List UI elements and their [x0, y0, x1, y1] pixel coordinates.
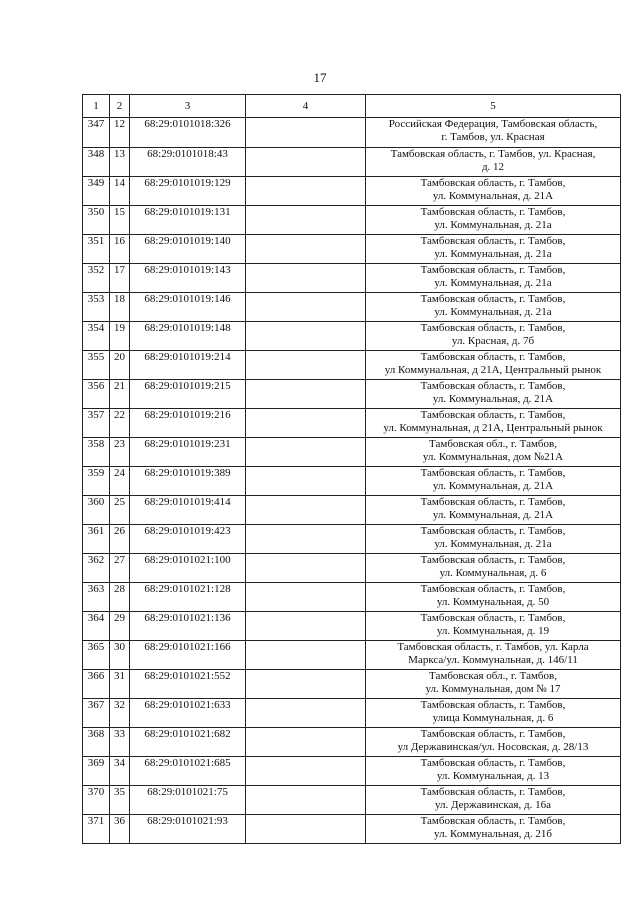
address-line-1: Тамбовская область, г. Тамбов,: [420, 496, 566, 508]
table-row: [83, 815, 621, 844]
address-cell: [366, 757, 621, 786]
row-number: 354: [83, 322, 110, 351]
table-row: [83, 757, 621, 786]
address-line-1: Тамбовская область, г. Тамбов, ул. Красная,: [390, 148, 596, 160]
address-line-1: Тамбовская область, г. Тамбов,: [420, 409, 566, 421]
address-cell: [366, 148, 621, 177]
column-4-cell: [246, 496, 366, 525]
address-line-1: Тамбовская область, г. Тамбов,: [420, 612, 566, 624]
row-number: 355: [83, 351, 110, 380]
row-number: 349: [83, 177, 110, 206]
address-cell: [366, 525, 621, 554]
row-index: 24: [110, 467, 130, 496]
table-row: [83, 293, 621, 322]
column-4-cell: [246, 699, 366, 728]
cadastral-number: 68:29:0101021:75: [130, 786, 246, 815]
row-number: 362: [83, 554, 110, 583]
cadastral-number: 68:29:0101019:216: [130, 409, 246, 438]
address-line-1: Тамбовская область, г. Тамбов,: [420, 786, 566, 798]
address-line-1: Тамбовская область, г. Тамбов,: [420, 525, 566, 537]
address-line-2: ул. Коммунальная, д. 21а: [434, 248, 552, 260]
cadastral-number: 68:29:0101021:166: [130, 641, 246, 670]
address-line-2: ул. Коммунальная, дом № 17: [425, 683, 561, 695]
address-cell: [366, 641, 621, 670]
row-number: 363: [83, 583, 110, 612]
address-line-2: г. Тамбов, ул. Красная: [441, 131, 545, 143]
table-header: [83, 95, 621, 118]
table-row: [83, 496, 621, 525]
address-line-1: Тамбовская область, г. Тамбов,: [420, 583, 566, 595]
row-index: 32: [110, 699, 130, 728]
column-header-2: 2: [110, 95, 130, 118]
address-line-1: Тамбовская область, г. Тамбов,: [420, 554, 566, 566]
table-row: [83, 148, 621, 177]
property-registry-table: [82, 94, 621, 844]
address-line-1: Тамбовская область, г. Тамбов,: [420, 699, 566, 711]
cadastral-number: 68:29:0101021:682: [130, 728, 246, 757]
column-4-cell: [246, 728, 366, 757]
column-4-cell: [246, 583, 366, 612]
table-row: [83, 409, 621, 438]
column-header-4: 4: [246, 95, 366, 118]
table-row: [83, 118, 621, 148]
address-line-2: ул. Державинская, д. 16а: [435, 799, 551, 811]
cadastral-number: 68:29:0101021:100: [130, 554, 246, 583]
address-cell: [366, 293, 621, 322]
address-cell: [366, 496, 621, 525]
address-line-2: ул. Коммунальная, д. 19: [436, 625, 550, 637]
address-line-1: Тамбовская обл., г. Тамбов,: [429, 438, 557, 450]
table-row: [83, 641, 621, 670]
row-index: 18: [110, 293, 130, 322]
address-line-1: Тамбовская область, г. Тамбов,: [420, 177, 566, 189]
row-number: 353: [83, 293, 110, 322]
column-4-cell: [246, 206, 366, 235]
column-4-cell: [246, 554, 366, 583]
row-number: 352: [83, 264, 110, 293]
table-row: [83, 351, 621, 380]
address-line-1: Тамбовская область, г. Тамбов,: [420, 322, 566, 334]
row-index: 15: [110, 206, 130, 235]
address-line-2: ул. Коммунальная, д. 21А: [432, 480, 554, 492]
address-line-1: Тамбовская область, г. Тамбов,: [420, 235, 566, 247]
column-4-cell: [246, 293, 366, 322]
row-number: 366: [83, 670, 110, 699]
table-row: [83, 235, 621, 264]
column-4-cell: [246, 670, 366, 699]
address-line-2: ул. Коммунальная, д. 50: [436, 596, 550, 608]
address-cell: [366, 583, 621, 612]
table-row: [83, 177, 621, 206]
table-row: [83, 612, 621, 641]
column-4-cell: [246, 235, 366, 264]
column-4-cell: [246, 148, 366, 177]
address-cell: [366, 786, 621, 815]
column-header-3: 3: [130, 95, 246, 118]
row-number: 365: [83, 641, 110, 670]
row-number: 364: [83, 612, 110, 641]
header-row: [83, 95, 621, 118]
row-number: 360: [83, 496, 110, 525]
cadastral-number: 68:29:0101021:685: [130, 757, 246, 786]
table-row: [83, 264, 621, 293]
row-index: 19: [110, 322, 130, 351]
row-number: 347: [83, 118, 110, 148]
address-line-1: Тамбовская область, г. Тамбов,: [420, 815, 566, 827]
address-line-2: ул. Коммунальная, д 21А, Центральный рынок: [383, 422, 603, 434]
address-cell: [366, 264, 621, 293]
address-line-2: ул Коммунальная, д 21А, Центральный рынок: [384, 364, 602, 376]
address-cell: [366, 554, 621, 583]
row-index: 31: [110, 670, 130, 699]
address-line-2: ул. Коммунальная, д. 21а: [434, 538, 552, 550]
column-4-cell: [246, 467, 366, 496]
address-cell: [366, 612, 621, 641]
cadastral-number: 68:29:0101019:423: [130, 525, 246, 554]
address-line-1: Тамбовская область, г. Тамбов,: [420, 467, 566, 479]
row-index: 27: [110, 554, 130, 583]
row-index: 12: [110, 118, 130, 148]
address-line-2: ул. Коммунальная, д. 6: [439, 567, 547, 579]
column-header-5: 5: [366, 95, 621, 118]
row-index: 34: [110, 757, 130, 786]
address-line-2: Маркса/ул. Коммунальная, д. 146/11: [408, 654, 578, 666]
column-4-cell: [246, 438, 366, 467]
address-line-2: ул. Коммунальная, д. 13: [436, 770, 550, 782]
cadastral-number: 68:29:0101019:214: [130, 351, 246, 380]
cadastral-number: 68:29:0101018:326: [130, 118, 246, 148]
cadastral-number: 68:29:0101021:128: [130, 583, 246, 612]
cadastral-number: 68:29:0101019:143: [130, 264, 246, 293]
column-4-cell: [246, 525, 366, 554]
table-row: [83, 670, 621, 699]
address-line-1: Тамбовская область, г. Тамбов,: [420, 264, 566, 276]
row-index: 21: [110, 380, 130, 409]
table-body: [83, 118, 621, 844]
column-4-cell: [246, 641, 366, 670]
table-row: [83, 786, 621, 815]
address-line-1: Тамбовская область, г. Тамбов,: [420, 380, 566, 392]
column-4-cell: [246, 264, 366, 293]
address-cell: [366, 815, 621, 844]
column-4-cell: [246, 351, 366, 380]
table-row: [83, 206, 621, 235]
row-number: 368: [83, 728, 110, 757]
address-line-2: ул. Коммунальная, д. 21а: [434, 219, 552, 231]
address-cell: [366, 467, 621, 496]
address-line-1: Тамбовская область, г. Тамбов,: [420, 757, 566, 769]
address-line-2: ул. Коммунальная, д. 21А: [432, 509, 554, 521]
column-4-cell: [246, 757, 366, 786]
address-cell: [366, 699, 621, 728]
cadastral-number: 68:29:0101021:552: [130, 670, 246, 699]
column-header-1: 1: [83, 95, 110, 118]
cadastral-number: 68:29:0101018:43: [130, 148, 246, 177]
cadastral-number: 68:29:0101019:129: [130, 177, 246, 206]
row-index: 20: [110, 351, 130, 380]
address-cell: [366, 351, 621, 380]
row-number: 361: [83, 525, 110, 554]
address-cell: [366, 235, 621, 264]
cadastral-number: 68:29:0101019:389: [130, 467, 246, 496]
address-cell: [366, 322, 621, 351]
row-number: 357: [83, 409, 110, 438]
column-4-cell: [246, 177, 366, 206]
address-line-2: ул. Коммунальная, д. 21А: [432, 393, 554, 405]
address-cell: [366, 118, 621, 148]
cadastral-number: 68:29:0101021:136: [130, 612, 246, 641]
column-4-cell: [246, 322, 366, 351]
row-index: 36: [110, 815, 130, 844]
page-number: 17: [313, 70, 327, 85]
column-4-cell: [246, 380, 366, 409]
cadastral-number: 68:29:0101019:131: [130, 206, 246, 235]
row-number: 351: [83, 235, 110, 264]
column-4-cell: [246, 612, 366, 641]
row-number: 369: [83, 757, 110, 786]
table-row: [83, 699, 621, 728]
address-line-2: ул Державинская/ул. Носовская, д. 28/13: [397, 741, 589, 753]
row-number: 359: [83, 467, 110, 496]
address-line-1: Российская Федерация, Тамбовская область,: [388, 118, 598, 130]
address-line-2: ул. Коммунальная, д. 21А: [432, 190, 554, 202]
row-index: 17: [110, 264, 130, 293]
row-index: 23: [110, 438, 130, 467]
row-number: 358: [83, 438, 110, 467]
address-cell: [366, 380, 621, 409]
row-number: 348: [83, 148, 110, 177]
table-row: [83, 728, 621, 757]
address-cell: [366, 409, 621, 438]
row-number: 371: [83, 815, 110, 844]
table-row: [83, 380, 621, 409]
cadastral-number: 68:29:0101019:231: [130, 438, 246, 467]
address-cell: [366, 177, 621, 206]
column-4-cell: [246, 786, 366, 815]
address-line-1: Тамбовская область, г. Тамбов,: [420, 351, 566, 363]
column-4-cell: [246, 815, 366, 844]
address-cell: [366, 728, 621, 757]
address-line-1: Тамбовская область, г. Тамбов,: [420, 728, 566, 740]
address-cell: [366, 438, 621, 467]
table-row: [83, 554, 621, 583]
row-index: 28: [110, 583, 130, 612]
row-index: 22: [110, 409, 130, 438]
cadastral-number: 68:29:0101019:148: [130, 322, 246, 351]
table-row: [83, 525, 621, 554]
row-index: 29: [110, 612, 130, 641]
row-index: 25: [110, 496, 130, 525]
table-row: [83, 438, 621, 467]
address-line-2: ул. Коммунальная, д. 21а: [434, 306, 552, 318]
address-cell: [366, 670, 621, 699]
row-number: 367: [83, 699, 110, 728]
address-line-2: ул. Красная, д. 7б: [451, 335, 535, 347]
address-line-1: Тамбовская область, г. Тамбов, ул. Карла: [397, 641, 589, 653]
address-line-2: ул. Коммунальная, д. 21а: [434, 277, 552, 289]
cadastral-number: 68:29:0101019:140: [130, 235, 246, 264]
row-number: 370: [83, 786, 110, 815]
cadastral-number: 68:29:0101019:215: [130, 380, 246, 409]
address-line-2: ул. Коммунальная, д. 21б: [434, 828, 552, 840]
address-cell: [366, 206, 621, 235]
row-index: 16: [110, 235, 130, 264]
address-line-1: Тамбовская обл., г. Тамбов,: [429, 670, 557, 682]
address-line-1: Тамбовская область, г. Тамбов,: [420, 293, 566, 305]
cadastral-number: 68:29:0101019:146: [130, 293, 246, 322]
row-index: 33: [110, 728, 130, 757]
row-index: 14: [110, 177, 130, 206]
cadastral-number: 68:29:0101019:414: [130, 496, 246, 525]
address-line-2: ул. Коммунальная, дом №21А: [422, 451, 564, 463]
address-line-2: д. 12: [481, 161, 505, 173]
table-row: [83, 467, 621, 496]
row-index: 35: [110, 786, 130, 815]
column-4-cell: [246, 409, 366, 438]
cadastral-number: 68:29:0101021:633: [130, 699, 246, 728]
address-line-1: Тамбовская область, г. Тамбов,: [420, 206, 566, 218]
row-number: 356: [83, 380, 110, 409]
row-number: 350: [83, 206, 110, 235]
table-row: [83, 322, 621, 351]
column-4-cell: [246, 118, 366, 148]
row-index: 13: [110, 148, 130, 177]
row-index: 30: [110, 641, 130, 670]
table-row: [83, 583, 621, 612]
cadastral-number: 68:29:0101021:93: [130, 815, 246, 844]
row-index: 26: [110, 525, 130, 554]
address-line-2: улица Коммунальная, д. 6: [432, 712, 554, 724]
